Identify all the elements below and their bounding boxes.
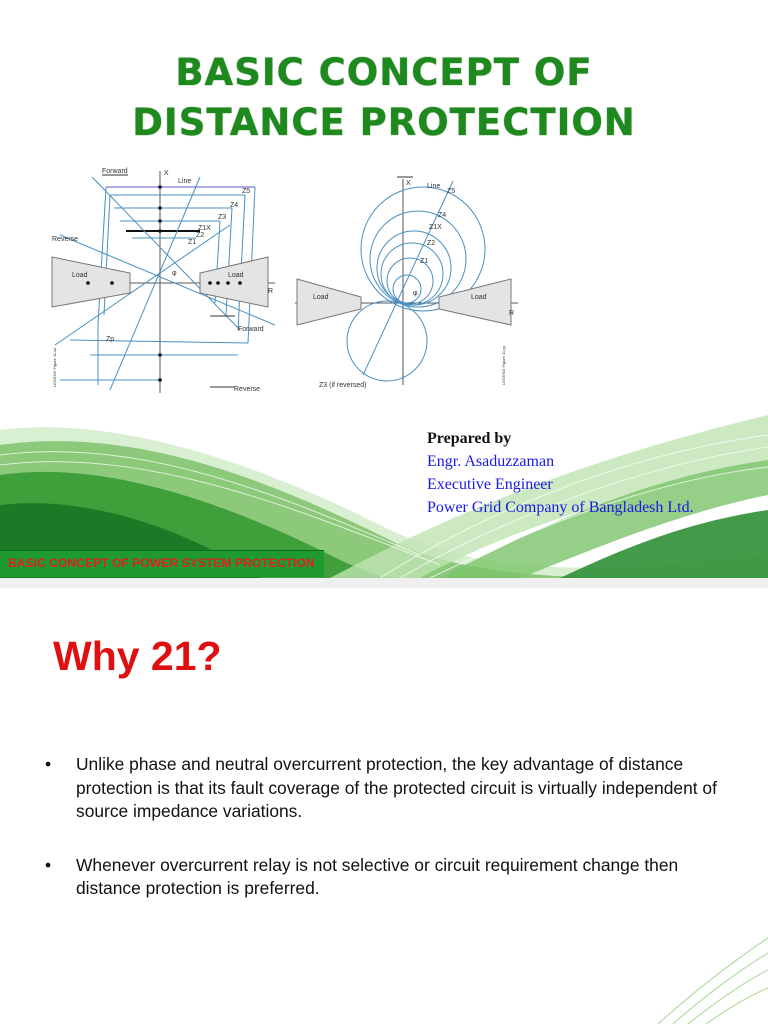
label-z1-right: Z1 — [420, 258, 429, 265]
label-side-note-right: LEGEND Figure 11.yy — [501, 345, 506, 385]
label-zp: Zp — [106, 336, 115, 343]
bullet-item — [45, 753, 725, 824]
slide-title-line-2: DISTANCE PROTECTION — [132, 101, 636, 144]
label-z2-right: Z2 — [427, 240, 436, 247]
label-side-note: LEGEND Figure 11.xx — [52, 347, 57, 387]
label-r-axis-right: R — [509, 310, 515, 317]
slide-title-line-1: BASIC CONCEPT OF — [175, 51, 593, 94]
label-x-axis: X — [164, 170, 169, 177]
label-z5: Z5 — [242, 188, 251, 195]
bullet-dot: • — [45, 754, 52, 774]
label-z5-right: Z5 — [447, 188, 456, 195]
label-x-axis-right: X — [406, 180, 411, 187]
corner-swoosh-decoration — [648, 928, 768, 1024]
prepared-by-block — [427, 427, 694, 519]
label-forward-top: Forward — [102, 168, 128, 175]
mho-characteristic-diagram — [293, 175, 523, 395]
label-z1x-right: Z1X — [429, 224, 442, 231]
label-reverse-bottom: Reverse — [234, 386, 261, 393]
label-z4-right: Z4 — [438, 212, 447, 219]
label-z3-reversed: Z3 (if reversed) — [319, 382, 367, 389]
bullet-item — [45, 854, 725, 901]
bullet-text: Whenever overcurrent relay is not selective or circuit requirement change then distance protection is preferred. — [76, 854, 679, 898]
label-load-right-right: Load — [471, 294, 487, 301]
label-phi: φ — [172, 270, 177, 277]
bullet-dot: • — [45, 854, 52, 875]
label-z1: Z1 — [188, 239, 197, 246]
label-load-right: Load — [228, 272, 244, 279]
content-slide — [0, 588, 768, 1024]
author-name: Engr. Asaduzzaman — [427, 453, 555, 470]
quadrilateral-characteristic-diagram — [50, 165, 280, 397]
label-line-right: Line — [427, 183, 441, 190]
author-position: Executive Engineer — [427, 476, 553, 493]
label-phi-right: φ — [413, 290, 418, 297]
label-z1x: Z1X — [198, 225, 211, 232]
label-load-left: Load — [72, 272, 88, 279]
label-z2: Z2 — [196, 232, 205, 239]
label-reverse-left: Reverse — [52, 236, 79, 243]
prepared-by-heading: Prepared by — [427, 430, 512, 447]
label-z3: Z3 — [218, 214, 227, 221]
label-z4: Z4 — [230, 202, 239, 209]
slide-separator — [0, 578, 768, 588]
label-line: Line — [178, 178, 192, 185]
bullet-text: Unlike phase and neutral overcurrent protection, the key advantage of distance protection is that its fault coverage of the protected circuit is virtually independent of source impedance variations. — [76, 754, 717, 821]
slide-heading: Why 21? — [53, 633, 222, 679]
label-forward-right: Forward — [238, 326, 264, 333]
label-load-left-right: Load — [313, 294, 329, 301]
author-organization: Power Grid Company of Bangladesh Ltd. — [427, 499, 694, 516]
bullet-list — [45, 753, 725, 931]
footer-band — [0, 550, 324, 577]
label-r-axis: R — [268, 288, 274, 295]
footer-text: BASIC CONCEPT OF POWER SYSTEM PROTECTION — [8, 556, 315, 570]
